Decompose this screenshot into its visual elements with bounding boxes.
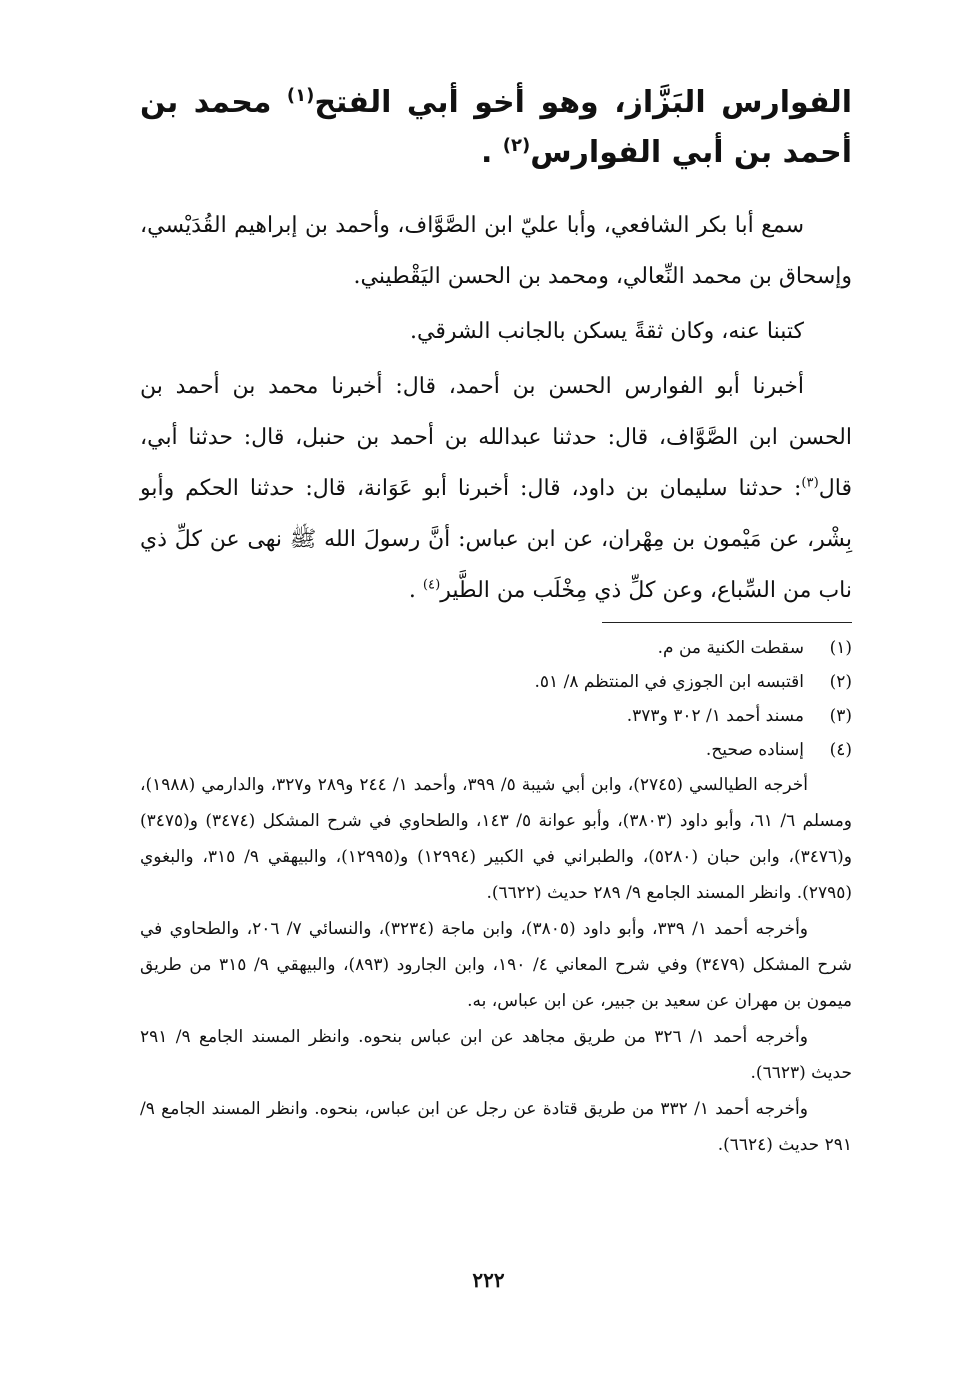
footnote-text: اقتبسه ابن الجوزي في المنتظم ٨/ ٥١. [534,672,804,692]
footnote-number: (٢) [829,672,852,692]
footnote-paragraph: أخرجه الطيالسي (٢٧٤٥)، وابن أبي شيبة ٥/ ٣٩٩، وأحمد ١/ ٢٤٤ و٢٨٩ و٣٢٧، والدارمي (١٩٨٨)، ومسلم ٦/ ٦١، وأبو داود (٣٨٠٣)، وأبو عوانة ٥/ ١٤٣، والطحاوي في شرح المشكل (٣٤٧٤) و(٣٤٧٥) و(٣٤٧٦)، وابن حبان (٥٢٨٠)، والطبراني في الكبير (١٢٩٩٤) و(١٢٩٩٥)، والبيهقي ٩/ ٣١٥، والبغوي (٢٧٩٥). وانظر المسند الجامع ٩/ ٢٨٩ حديث (٦٦٢٢). [140,775,853,903]
paragraph-teachers: سمع أبا بكر الشافعي، وأبا عليّ ابن الصَّوَّاف، وأحمد بن إبراهيم القُدَيْسي، وإسحاق بن محمد النِّعالي، ومحمد بن الحسن اليَقْطيني. [140,213,852,289]
paragraph-status: كتبنا عنه، وكان ثقةً يسكن بالجانب الشرقي. [410,319,804,344]
footnote-paragraph: وأخرجه أحمد ١/ ٣٢٦ من طريق مجاهد عن ابن عباس بنحوه. وانظر المسند الجامع ٩/ ٢٩١ حديث (٦٦٢٣). [140,1027,852,1083]
footnote-item [140,733,852,767]
footnote-item [140,631,852,665]
entry-heading [140,78,852,178]
footnote-ref-2[interactable]: (٢) [502,135,531,156]
paragraph-hadith [140,361,852,616]
footnote-text: سقطت الكنية من م. [657,638,804,658]
footnote-ref-3[interactable]: (٣) [801,475,819,491]
footnote-ref-4[interactable]: (٤) [422,577,441,593]
hadith-text-1: أخبرنا أبو الفوارس الحسن بن أحمد، قال: أخبرنا محمد بن أحمد بن الحسن ابن الصَّوَّاف، قال: حدثنا عبدالله بن أحمد بن حنبل، قال: حدثنا أبي، قال [140,374,852,501]
footnote-text: إسناده صحيح. [705,740,804,760]
page-content [140,78,852,1163]
heading-text-2: محمد بن أحمد بن أبي الفوارس [140,85,852,170]
footnote-number: (١) [829,638,852,658]
footnote-divider [602,622,852,623]
page-number: ٢٢٢ [472,1268,505,1292]
footnote-item [140,699,852,733]
hadith-text-3: . [408,578,423,603]
footnote-number: (٣) [829,706,852,726]
footnote-text: مسند أحمد ١/ ٣٠٢ و٣٧٣. [626,706,804,726]
entry-body [140,200,852,616]
heading-text-3: . [480,135,503,170]
footnote-paragraph: وأخرجه أحمد ١/ ٣٣٩، وأبو داود (٣٨٠٥)، وابن ماجة (٣٢٣٤)، والنسائي ٧/ ٢٠٦، والطحاوي في شرح المشكل (٣٤٧٩) وفي شرح المعاني ٤/ ١٩٠، وابن الجارود (٨٩٣)، والبيهقي ٩/ ٣١٥ من طريق ميمون بن مهران عن سعيد بن جبير، عن ابن عباس، به. [140,919,853,1011]
footnote-number: (٤) [829,740,852,760]
footnote-ref-1[interactable]: (١) [286,85,315,106]
heading-text-1: الفوارس البَزَّاز، وهو أخو أبي الفتح [314,85,852,120]
footnotes [140,631,852,1163]
footnote-item [140,665,852,699]
hadith-text-2: : حدثنا سليمان بن داود، قال: أخبرنا أبو عَوَانة، قال: حدثنا الحكم وأبو بِشْر، عن مَيْمون بن مِهْران، عن ابن عباس: أنَّ رسولَ الله ﷺ نهى عن كلِّ ذي ناب من السِّباع، وعن كلِّ ذي مِخْلَب من الطَّير [140,476,852,603]
footnote-paragraph: وأخرجه أحمد ١/ ٣٣٢ من طريق قتادة عن رجل عن ابن عباس، بنحوه. وانظر المسند الجامع ٩/ ٢٩١ حديث (٦٦٢٤). [140,1099,852,1155]
